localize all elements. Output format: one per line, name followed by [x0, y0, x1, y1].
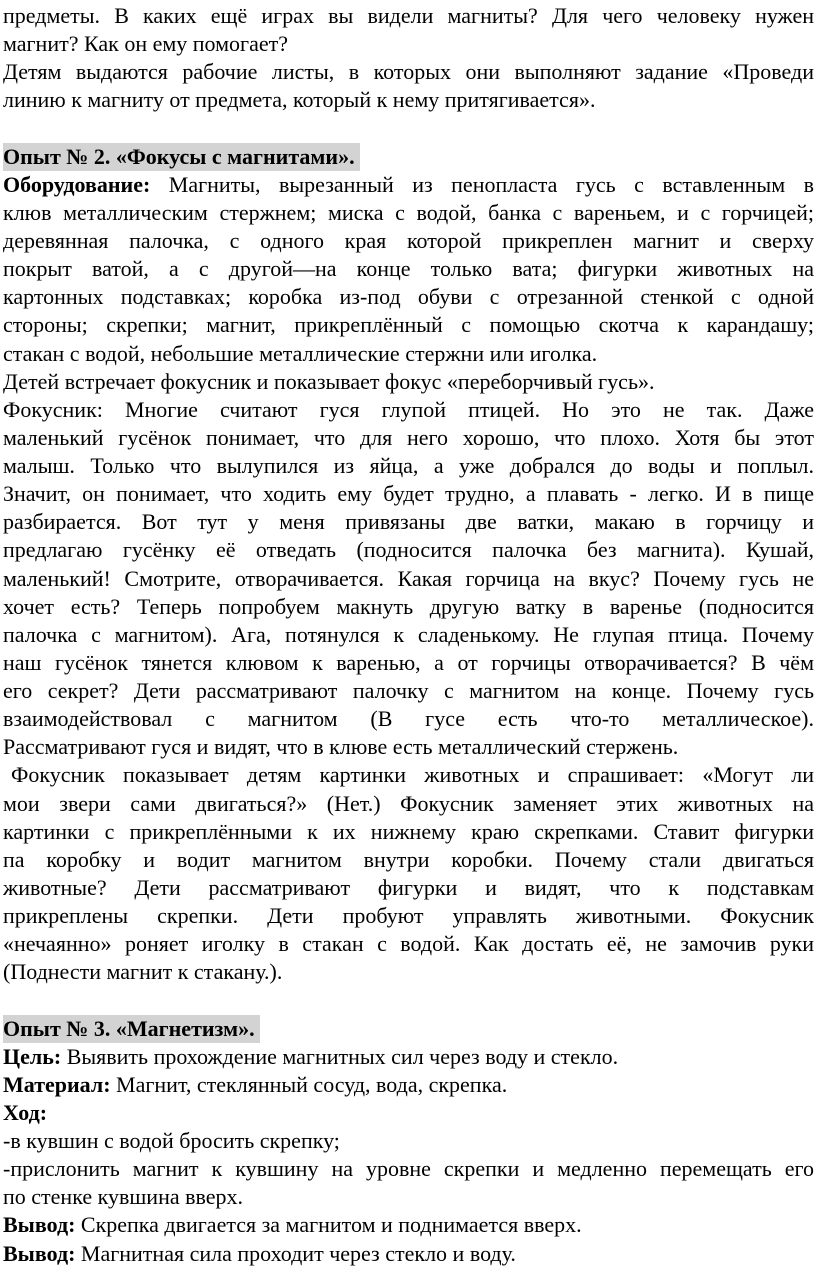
text-line: Вывод: Скрепка двигается за магнитом и поднимается вверх. — [3, 1212, 582, 1238]
heading-text: Опыт № 2. «Фокусы с магнитами». — [3, 143, 355, 169]
text-line: (Поднести магнит к стакану.). — [3, 959, 283, 985]
text-line: -прислонить магнит к кувшину на уровне скрепки и медленно перемещать его — [3, 1156, 814, 1182]
text-line: па коробку и водит магнитом внутри коробки. Почему стали двигаться — [3, 846, 814, 872]
text-line: маленький! Смотрите, отворачивается. Какая горчица на вкус? Почему гусь не — [3, 565, 814, 591]
text-line: картонных подставках; коробка из-под обуви с отрезанной стенкой с одной — [3, 284, 814, 310]
bold-lead-label: Вывод: — [3, 1240, 76, 1266]
text-line: Значит, он понимает, что ходить ему будет трудно, а плавать - легко. И в пище — [3, 481, 814, 507]
text-line: прикреплены скрепки. Дети пробуют управлять животными. Фокусник — [3, 903, 814, 928]
bold-lead-label: Цель: — [3, 1043, 62, 1069]
text-line: взаимодействовал с магнитом (В гусе есть что-то металлическое). — [3, 706, 814, 732]
experiment-heading — [3, 143, 814, 171]
text-line: Фокусник: Многие считают гуся глупой птицей. Но это не так. Даже — [3, 396, 814, 422]
text-line: по стенке кувшина вверх. — [3, 1184, 244, 1210]
text-line: картинки с прикреплёнными к их нижнему краю скрепками. Ставит фигурки — [3, 818, 814, 844]
bold-lead-label: Вывод: — [3, 1212, 76, 1238]
text-line: Вывод: Магнитная сила проходит через стекло и воду. — [3, 1240, 516, 1266]
text-line: «нечаянно» роняет иголку в стакан с водой. Как достать её, не замочив руки — [3, 931, 814, 957]
text-line: линию к магниту от предмета, который к нему притягивается». — [3, 87, 596, 113]
blank-line — [3, 986, 814, 1014]
text-line: мои звери сами двигаться?» (Нет.) Фокусник заменяет этих животных на — [3, 790, 814, 816]
bold-lead-label: Оборудование: — [3, 171, 151, 197]
heading-highlight — [3, 143, 360, 171]
experiment-heading — [3, 1015, 814, 1043]
text-line: Фокусник показывает детям картинки животных и спрашивает: «Могут ли — [11, 762, 814, 788]
text-line: клюв металлическим стержнем; миска с водой, банка с вареньем, и с горчицей; — [3, 199, 814, 225]
text-line: стакан с водой, небольшие металлические стержни или иголка. — [3, 340, 598, 366]
text-line: магнит? Как он ему помогает? — [3, 31, 288, 57]
text-line: разбирается. Вот тут у меня привязаны две ватки, макаю в горчицу и — [3, 509, 814, 535]
text-line: Оборудование: Магниты, вырезанный из пенопласта гусь с вставленным в — [3, 171, 814, 197]
bold-lead-label: Материал: — [3, 1071, 111, 1097]
text-line: предметы. В каких ещё играх вы видели магниты? Для чего человеку нужен — [3, 3, 814, 28]
text-line: палочка с магнитом). Ага, потянулся к сладенькому. Не глупая птица. Почему — [3, 621, 814, 647]
text-line: животные? Дети рассматривают фигурки и видят, что к подставкам — [3, 874, 814, 900]
text-line: Детям выдаются рабочие листы, в которых они выполняют задание «Проведи — [3, 59, 814, 85]
text-line: Детей встречает фокусник и показывает фокус «переборчивый гусь». — [3, 368, 655, 394]
text-line: его секрет? Дети рассматривают палочку с магнитом на конце. Почему гусь — [3, 678, 814, 703]
text-line: маленький гусёнок понимает, что для него хорошо, что плохо. Хотя бы этот — [3, 424, 814, 450]
text-line: предлагаю гусёнку её отведать (подносится палочка без магнита). Кушай, — [3, 537, 814, 563]
text-line: малыш. Только что вылупился из яйца, а уже добрался до воды и поплыл. — [3, 453, 814, 478]
heading-text: Опыт № 3. «Магнетизм». — [3, 1015, 255, 1041]
text-line: покрыт ватой, а с другой—на конце только вата; фигурки животных на — [3, 256, 814, 282]
text-line: Материал: Магнит, стеклянный сосуд, вода, скрепка. — [3, 1071, 508, 1097]
heading-highlight — [3, 1015, 260, 1043]
text-line: Цель: Выявить прохождение магнитных сил через воду и стекло. — [3, 1043, 619, 1069]
text-line: стороны; скрепки; магнит, прикреплённый с помощью скотча к карандашу; — [3, 312, 814, 338]
text-line: деревянная палочка, с одного края которой прикреплен магнит и сверху — [3, 228, 814, 253]
bold-lead-label: Ход: — [3, 1099, 48, 1125]
text-line: хочет есть? Теперь попробуем макнуть другую ватку в варенье (подносится — [3, 593, 814, 619]
text-line: -в кувшин с водой бросить скрепку; — [3, 1128, 340, 1153]
blank-line — [3, 115, 814, 143]
text-line: Рассматривают гуся и видят, что в клюве есть металлический стержень. — [3, 734, 679, 760]
text-line — [3, 1099, 814, 1127]
text-line: наш гусёнок тянется клювом к варенью, а от горчицы отворачивается? В чём — [3, 649, 814, 675]
